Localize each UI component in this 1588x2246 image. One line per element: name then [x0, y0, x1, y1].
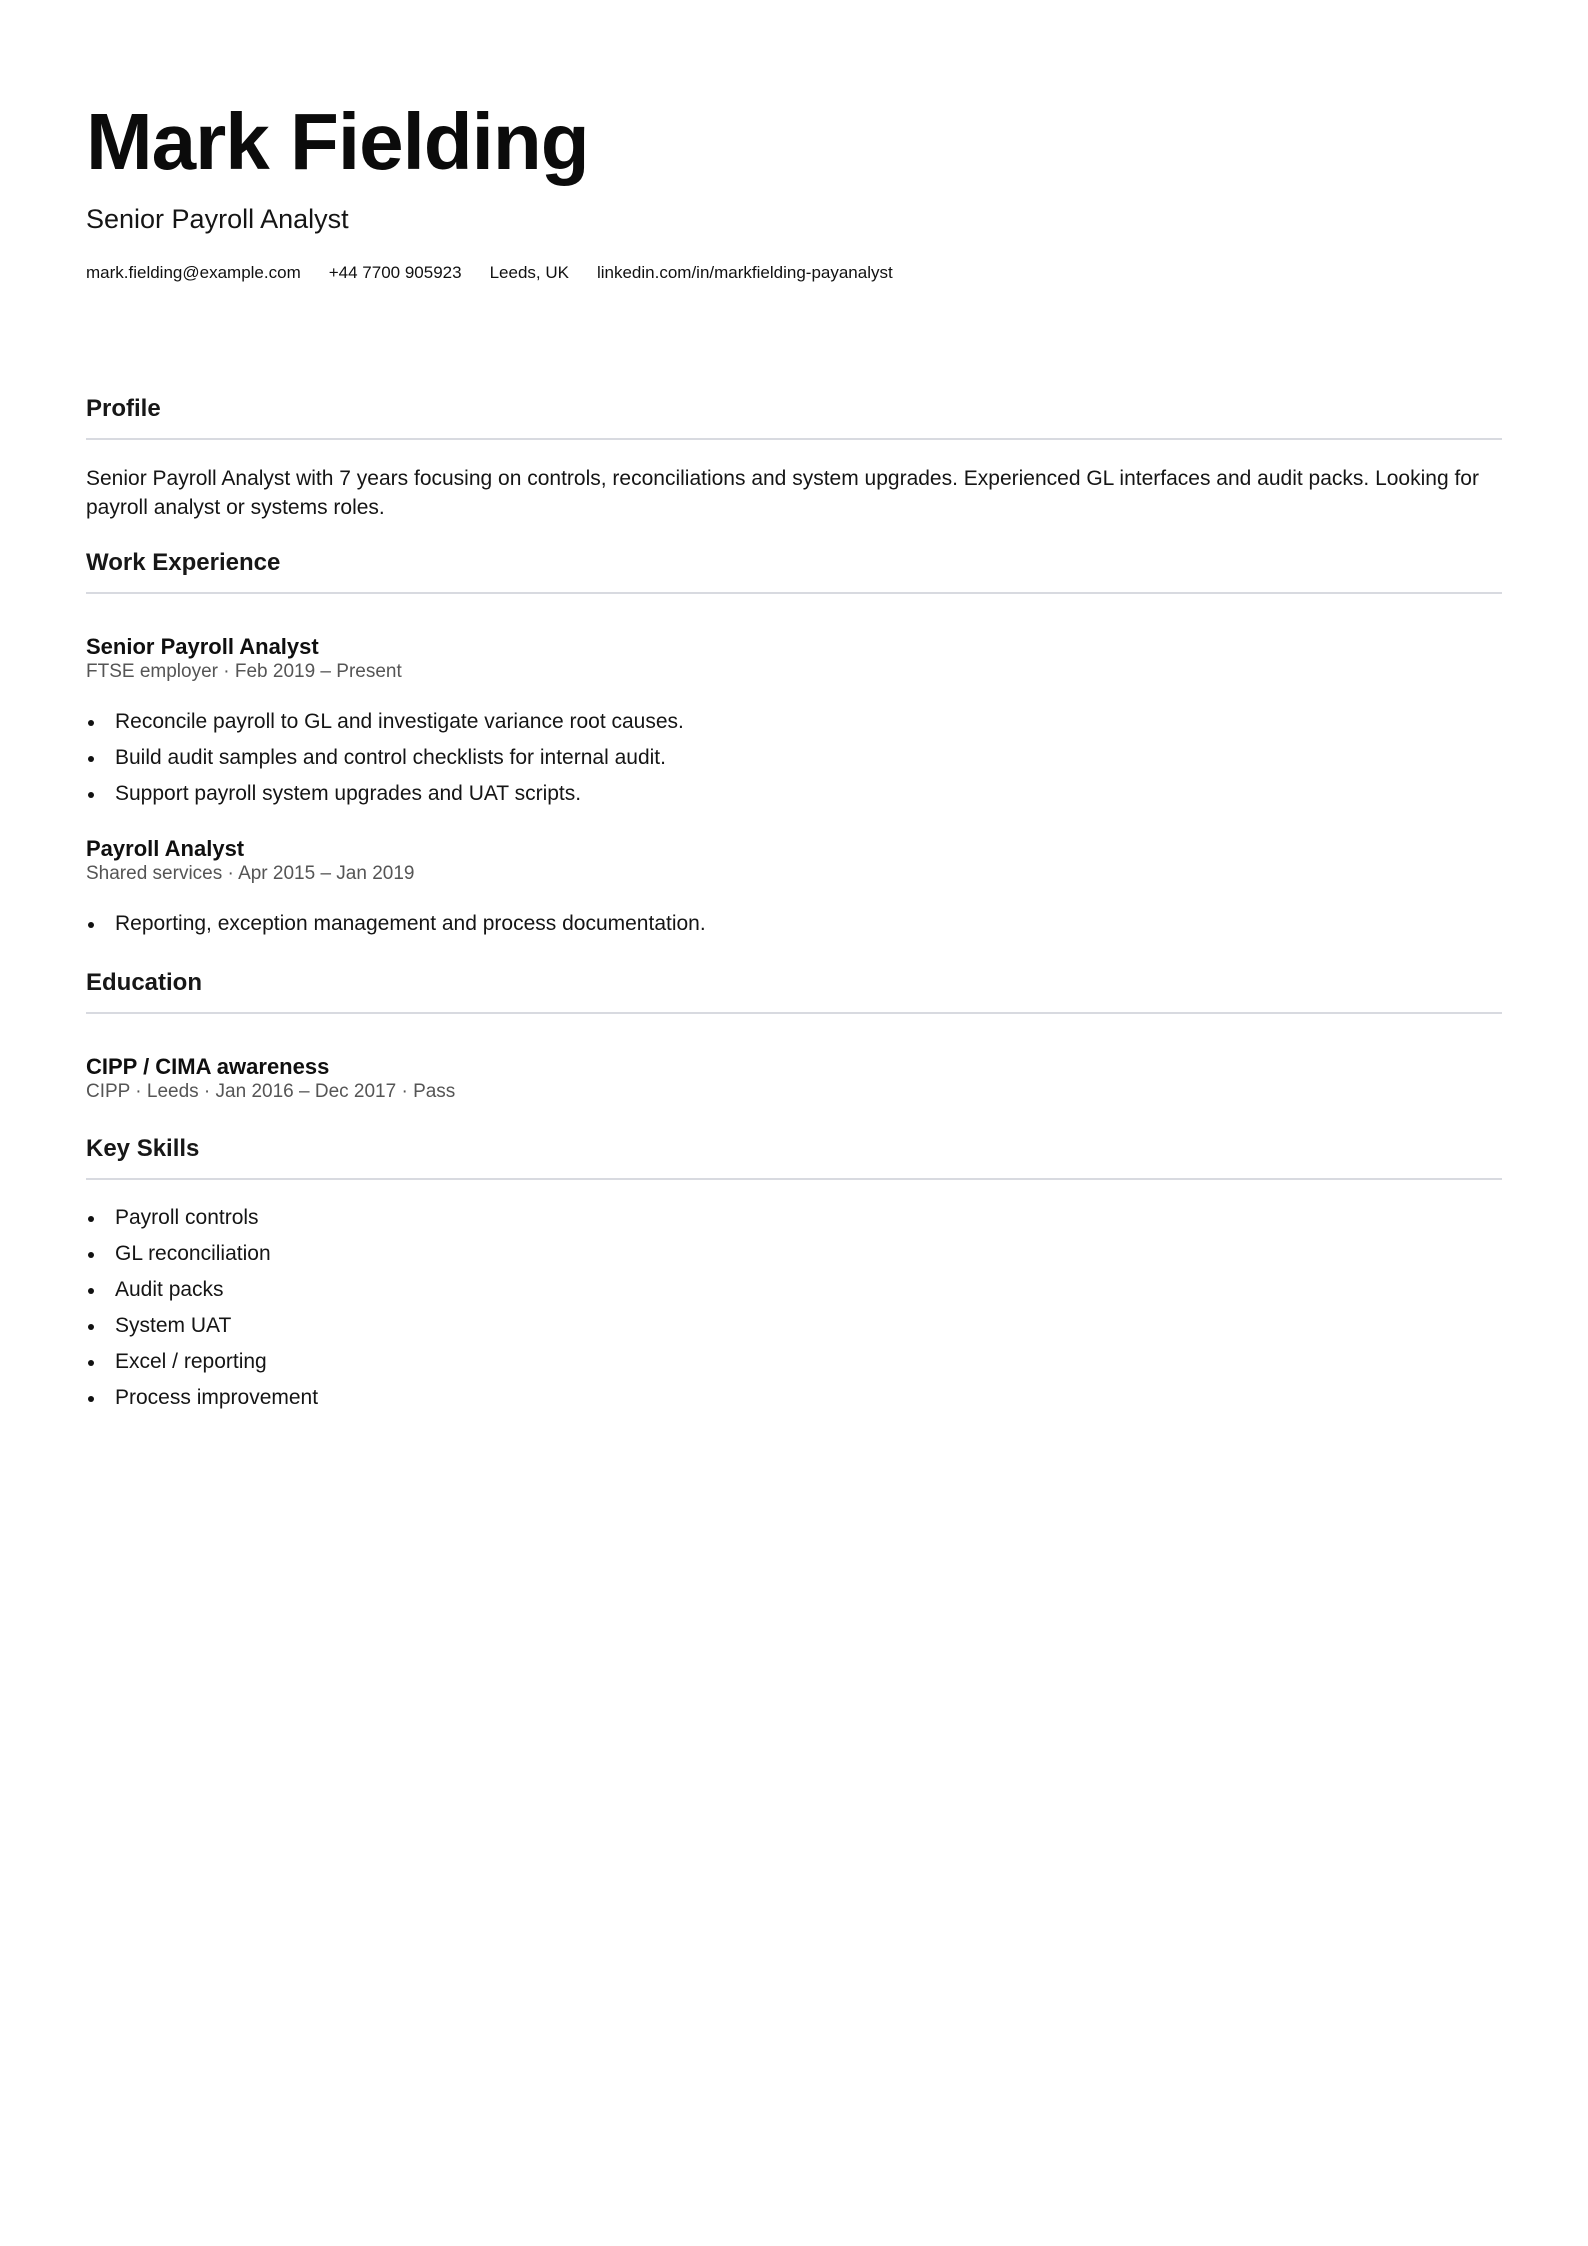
profile-section: [86, 394, 1502, 522]
job-title: Senior Payroll Analyst: [86, 634, 319, 659]
skill-item: System UAT: [86, 1308, 1502, 1344]
education-entry: [86, 1054, 1502, 1104]
section-heading-work-experience: Work Experience: [86, 548, 1502, 594]
job-bullets: [86, 906, 1502, 942]
job-title: Payroll Analyst: [86, 836, 245, 861]
job-bullets: [86, 704, 1502, 812]
skill-item: Audit packs: [86, 1272, 1502, 1308]
job-meta: FTSE employer · Feb 2019 – Present: [86, 661, 402, 682]
job-entry: [86, 634, 1502, 812]
job-entry: [86, 836, 1502, 942]
profile-summary: Senior Payroll Analyst with 7 years focusing on controls, reconciliations and system upgrades. Experienced GL interfaces and audit packs. Looking for payroll analyst or systems roles.: [86, 467, 1479, 519]
skill-item: Payroll controls: [86, 1200, 1502, 1236]
candidate-name: Mark Fielding: [86, 97, 589, 186]
education-title: CIPP / CIMA awareness: [86, 1054, 330, 1079]
contact-phone: +44 7700 905923: [328, 263, 462, 282]
education-meta: CIPP · Leeds · Jan 2016 – Dec 2017 · Pass: [86, 1081, 456, 1102]
skills-list: [86, 1200, 1502, 1416]
key-skills-section: [86, 1134, 1502, 1416]
job-bullet: Reconcile payroll to GL and investigate variance root causes.: [86, 704, 1502, 740]
contact-location: Leeds, UK: [489, 263, 569, 282]
skill-item: Process improvement: [86, 1380, 1502, 1416]
job-bullet: Build audit samples and control checklists for internal audit.: [86, 740, 1502, 776]
contact-line: [86, 262, 1502, 284]
section-heading-profile: Profile: [86, 394, 1502, 440]
section-heading-education: Education: [86, 968, 1502, 1014]
job-bullet: Support payroll system upgrades and UAT scripts.: [86, 776, 1502, 812]
skill-item: GL reconciliation: [86, 1236, 1502, 1272]
candidate-headline: Senior Payroll Analyst: [86, 204, 349, 234]
contact-email: mark.fielding@example.com: [86, 263, 301, 282]
education-section: [86, 968, 1502, 1104]
section-heading-key-skills: Key Skills: [86, 1134, 1502, 1180]
resume-header: [86, 96, 1502, 284]
work-experience-section: [86, 548, 1502, 942]
contact-linkedin: linkedin.com/in/markfielding-payanalyst: [596, 263, 893, 282]
job-meta: Shared services · Apr 2015 – Jan 2019: [86, 863, 415, 884]
skill-item: Excel / reporting: [86, 1344, 1502, 1380]
job-bullet: Reporting, exception management and process documentation.: [86, 906, 1502, 942]
